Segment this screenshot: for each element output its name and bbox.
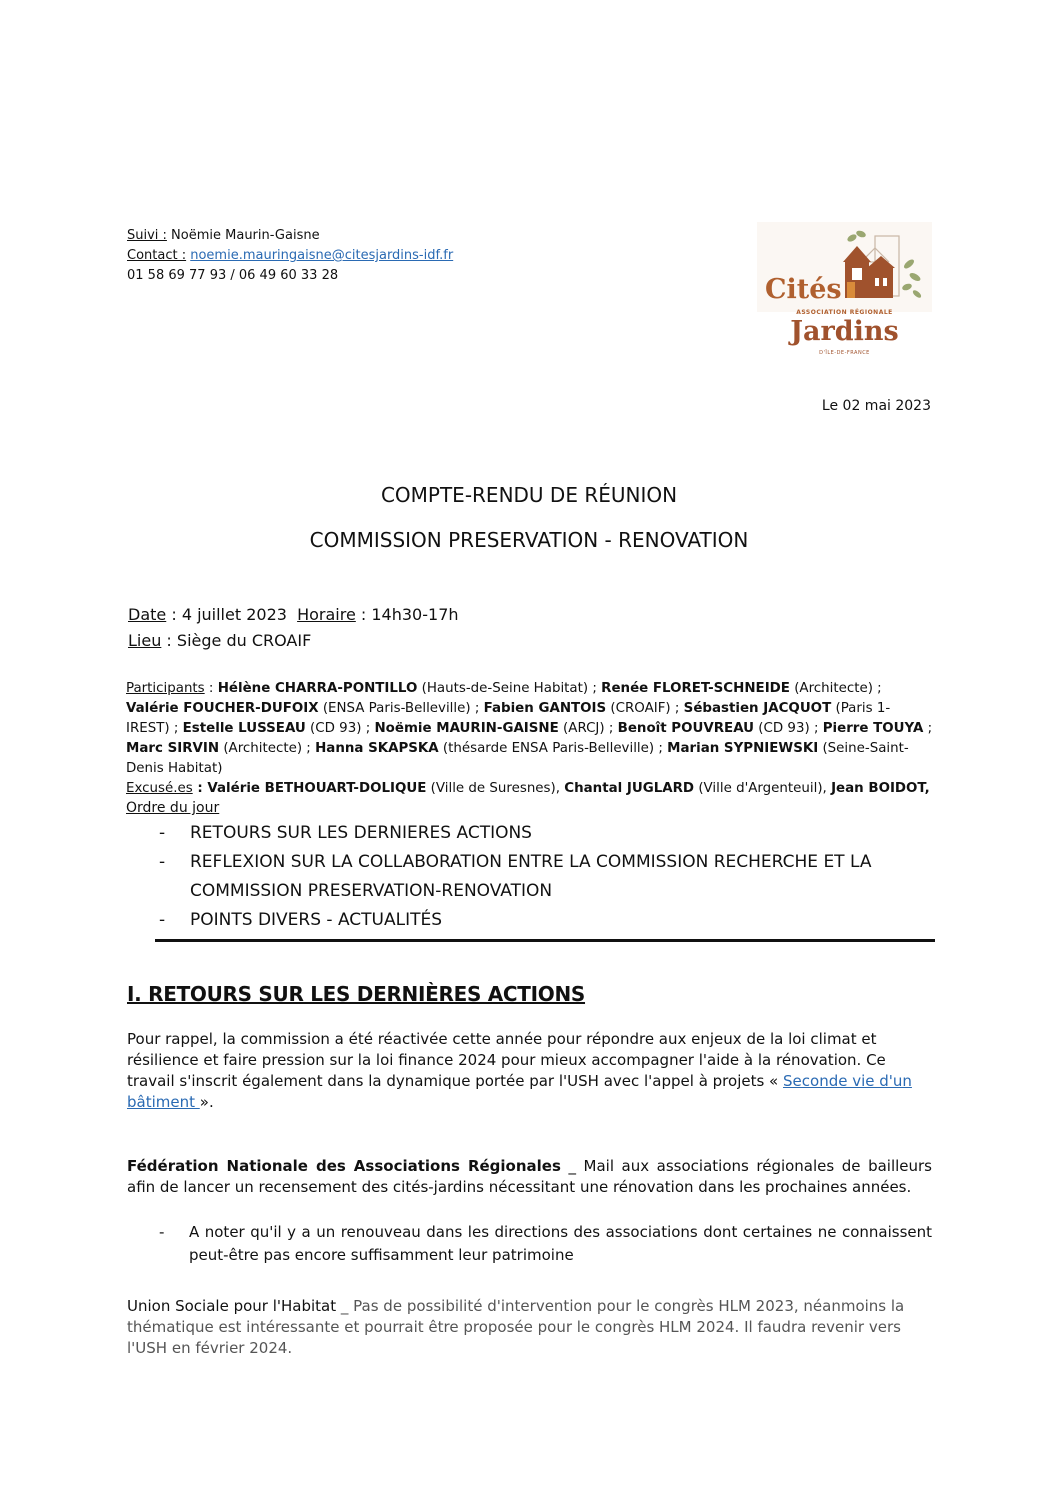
participant-org: (Paris 1- IREST) ; <box>126 701 891 736</box>
phone-numbers: 01 58 69 77 93 / 06 49 60 33 28 <box>127 268 339 283</box>
lieu-line <box>128 628 459 654</box>
cites-jardins-logo <box>757 222 932 362</box>
fnar-title: Fédération Nationale des Associations Régionales <box>127 1157 561 1175</box>
logo-text-association: ASSOCIATION RÉGIONALE <box>796 309 893 316</box>
agenda-item-text: POINTS DIVERS - ACTUALITÉS <box>190 910 443 930</box>
document-title: COMPTE-RENDU DE RÉUNION <box>380 483 678 507</box>
excused-org: (Ville de Suresnes), <box>426 781 565 796</box>
participant-org: (Seine-Saint-Denis Habitat) <box>126 741 909 776</box>
agenda-list <box>155 819 935 935</box>
excused-name: Jean BOIDOT, <box>831 781 930 796</box>
intro-text: Pour rappel, la commission a été réactivée cette année pour répondre aux enjeux de la loi climat et résilience et faire pression sur la loi finance 2024 pour mieux accompagner l'aide à la rénovation. Ce travail s'inscrit également dans la dynamique portée par l'USH avec l'appel à projets « <box>127 1030 886 1090</box>
participants-sep: : <box>204 681 218 696</box>
participants-label: Participants <box>126 681 205 696</box>
fnar-text: _ Mail aux associations régionales de bailleurs afin de lancer un recensement des cités-jardins nécessitant une rénovation dans les prochaines années. <box>127 1157 932 1196</box>
participant-name: Renée FLORET-SCHNEIDE <box>601 681 790 696</box>
agenda-label: Ordre du jour <box>126 800 220 816</box>
contact-email-link[interactable]: noemie.mauringaisne@citesjardins-idf.fr <box>190 248 454 263</box>
participant-org: (CD 93) ; <box>754 721 823 736</box>
suivi-line <box>127 226 453 246</box>
date-value: : 4 juillet 2023 <box>166 605 298 624</box>
ush-text: _ Pas de possibilité d'intervention pour le congrès HLM 2023, néanmoins la thématique est intéressante et pourrait être proposée pour le congrès HLM 2024. Il faudra revenir vers l'USH en février 2024. <box>127 1297 905 1357</box>
logo-text-region: D'ÎLE-DE-FRANCE <box>819 350 870 356</box>
agenda-item-text: RETOURS SUR LES DERNIERES ACTIONS <box>190 823 532 843</box>
horizontal-rule <box>155 939 935 942</box>
participant-org: (ENSA Paris-Belleville) ; <box>318 701 484 716</box>
participants-block <box>126 679 934 799</box>
agenda-item: - RETOURS SUR LES DERNIERES ACTIONS <box>159 823 532 843</box>
fnar-note-text: A noter qu'il y a un renouveau dans les directions des associations dont certaines ne connaissent peut-être pas encore suffisamment leur patrimoine <box>189 1223 932 1264</box>
date-label: Date <box>128 605 167 624</box>
intro-text-end: ». <box>199 1093 214 1111</box>
logo-text-cites: Cités <box>765 274 842 305</box>
lieu-value: : Siège du CROAIF <box>161 631 312 650</box>
participant-org: (CROAIF) ; <box>606 701 684 716</box>
contact-label: Contact : <box>127 248 187 263</box>
participant-name: Marc SIRVIN <box>126 741 220 756</box>
excuses-label: Excusé.es <box>126 781 193 796</box>
meeting-meta <box>128 602 459 654</box>
intro-paragraph <box>127 1029 932 1113</box>
participant-name: Benoît POUVREAU <box>617 721 755 736</box>
document-subtitle: COMMISSION PRESERVATION - RENOVATION <box>309 528 749 552</box>
participant-name: Marian SYPNIEWSKI <box>667 741 819 756</box>
participant-org: (ARCJ) ; <box>558 721 618 736</box>
agenda-item: - REFLEXION SUR LA COLLABORATION ENTRE LA COMMISSION RECHERCHE ET LA COMMISSION PRESERVATION-RENOVATION <box>159 852 872 901</box>
agenda-item: - POINTS DIVERS - ACTUALITÉS <box>159 910 443 930</box>
participant-org: (thésarde ENSA Paris-Belleville) ; <box>438 741 668 756</box>
participant-name: Hélène CHARRA-PONTILLO <box>217 681 418 696</box>
fnar-paragraph <box>127 1156 932 1198</box>
date-horaire-line <box>128 602 459 628</box>
excused-org: (Ville d'Argenteuil), <box>694 781 832 796</box>
horaire-label: Horaire <box>297 605 356 624</box>
excused-name: Valérie BETHOUART-DOLIQUE <box>207 781 427 796</box>
participant-org: (Architecte) ; <box>219 741 316 756</box>
lieu-label: Lieu <box>128 631 162 650</box>
horaire-value: : 14h30-17h <box>355 605 459 624</box>
ush-title: Union Sociale pour l'Habitat <box>127 1297 337 1315</box>
excuses-sep: : <box>192 781 208 796</box>
contact-block <box>127 226 453 286</box>
suivi-label: Suivi : <box>127 228 167 243</box>
participant-org: (Architecte) ; <box>789 681 882 696</box>
section-heading: I. RETOURS SUR LES DERNIÈRES ACTIONS <box>127 982 586 1006</box>
participant-name: Noëmie MAURIN-GAISNE <box>374 721 559 736</box>
fnar-note: - A noter qu'il y a un renouveau dans les directions des associations dont certaines ne connaissent peut-être pas encore suffisamment leur patrimoine <box>157 1221 932 1267</box>
excused-name: Chantal JUGLARD <box>564 781 695 796</box>
contact-line <box>127 246 453 266</box>
seconde-vie-link[interactable]: Seconde vie d'un bâtiment <box>127 1072 912 1111</box>
participant-name: Estelle LUSSEAU <box>182 721 306 736</box>
participant-name: Fabien GANTOIS <box>483 701 607 716</box>
participant-org: (CD 93) ; <box>305 721 375 736</box>
participant-name: Valérie FOUCHER-DUFOIX <box>126 701 319 716</box>
participant-org: (Hauts-de-Seine Habitat) ; <box>417 681 602 696</box>
agenda-item-text: REFLEXION SUR LA COLLABORATION ENTRE LA COMMISSION RECHERCHE ET LA COMMISSION PRESERVATION-RENOVATION <box>190 852 872 901</box>
ush-paragraph <box>127 1296 932 1359</box>
document-date: Le 02 mai 2023 <box>821 398 931 414</box>
participant-name: Sébastien JACQUOT <box>683 701 832 716</box>
participant-name: Hanna SKAPSKA <box>315 741 439 756</box>
participant-name: Pierre TOUYA <box>822 721 924 736</box>
participant-org: ; <box>923 721 933 736</box>
suivi-name: Noëmie Maurin-Gaisne <box>166 228 320 243</box>
logo-text-jardins: Jardins <box>790 316 899 347</box>
